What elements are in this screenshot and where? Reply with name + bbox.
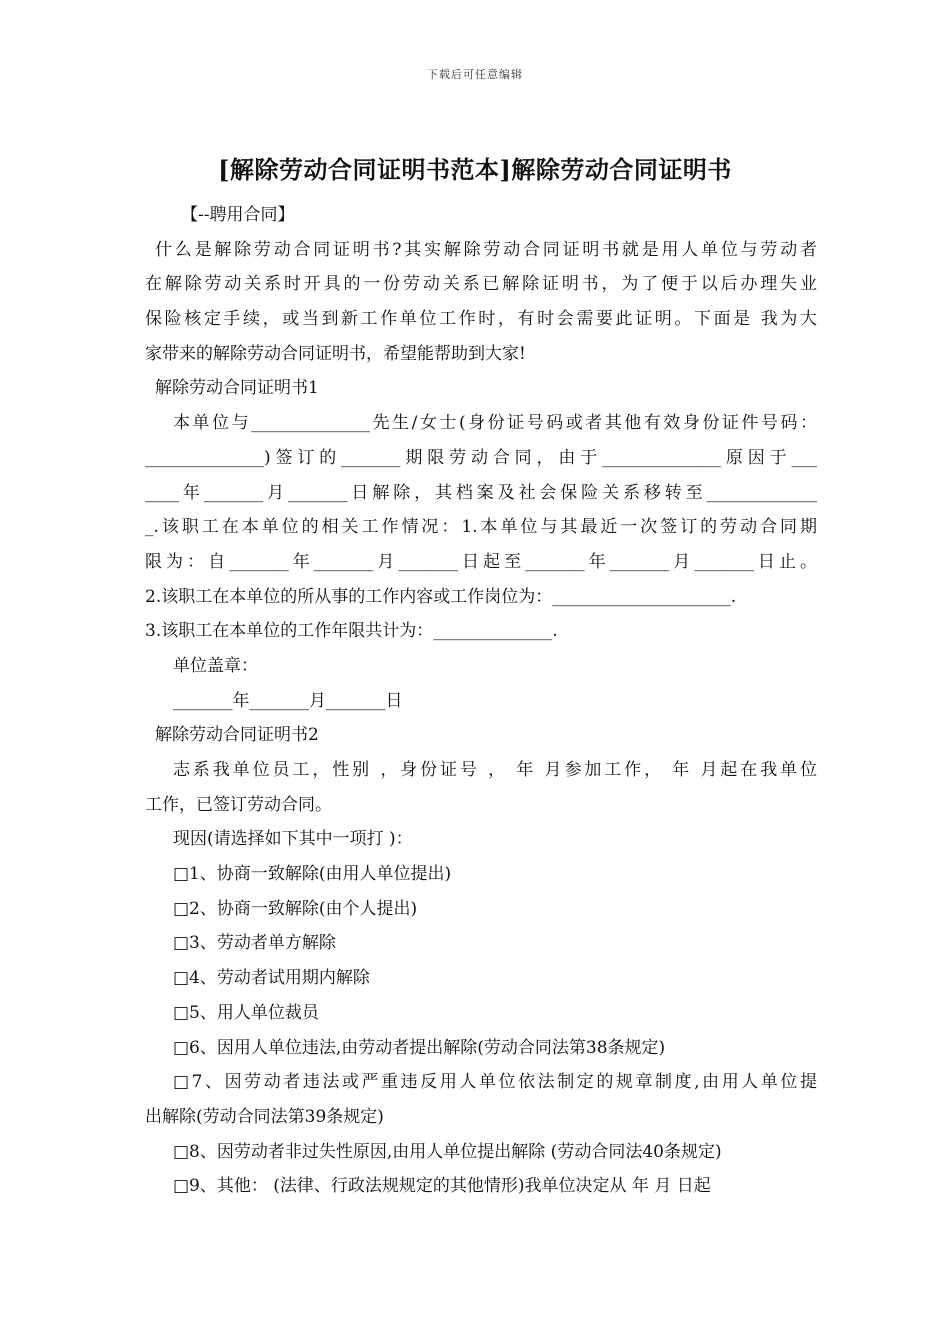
checkbox-option: □7、因劳动者违法或严重违反用人单位依法制定的规章制度,由用人单位提	[173, 1072, 817, 1093]
checkbox-option: □1、协商一致解除(由用人单位提出)	[173, 864, 452, 885]
checkbox-option: □4、劳动者试用期内解除	[173, 968, 370, 989]
certificate-line: _.该职工在本单位的相关工作情况：1.本单位与其最近一次签订的劳动合同期	[145, 517, 817, 538]
certificate-line: 2.该职工在本单位的所从事的工作内容或工作岗位为：_____________________.	[145, 586, 737, 607]
reason-prompt: 现因(请选择如下其中一项打 )：	[173, 829, 413, 850]
certificate-line: 本单位与______________先生/女士(身份证号码或者其他有效身份证件号码：	[173, 413, 817, 434]
certificate-line: ______________)签订的_______期限劳动合同，由于______________原因于___	[145, 447, 817, 468]
document-body	[145, 198, 817, 1204]
intro-line: 在解除劳动关系时开具的一份劳动关系已解除证明书，为了便于以后办理失业	[145, 274, 817, 295]
date-line: _______年_______月_______日	[173, 690, 403, 711]
intro-line: 保险核定手续，或当到新工作单位工作时，有时会需要此证明。下面是 我为大	[145, 309, 817, 330]
intro-line: 家带来的解除劳动合同证明书，希望能帮助到大家!	[145, 343, 526, 364]
checkbox-option-continued: 出解除(劳动合同法第39条规定)	[145, 1106, 384, 1127]
section-heading: 解除劳动合同证明书1	[155, 378, 319, 399]
certificate-line: 志系我单位员工，性别 ，身份证号 ， 年 月参加工作， 年 月起在我单位	[173, 760, 817, 780]
certificate-line: 工作，已签订劳动合同。	[145, 794, 332, 815]
intro-line: 什么是解除劳动合同证明书?其实解除劳动合同证明书就是用人单位与劳动者	[155, 239, 817, 260]
checkbox-option: □6、因用人单位违法,由劳动者提出解除(劳动合同法第38条规定)	[173, 1037, 666, 1058]
document-title: [解除劳动合同证明书范本]解除劳动合同证明书	[218, 155, 732, 184]
certificate-line: ____年_______月_______日解除，其档案及社会保险关系移转至_____________	[145, 482, 817, 503]
checkbox-option: □3、劳动者单方解除	[173, 933, 336, 954]
checkbox-option: □2、协商一致解除(由个人提出)	[173, 898, 418, 919]
page-header: 下载后可任意编辑	[427, 68, 523, 81]
certificate-line: 限为：自_______年_______月_______日起至_______年_______月_______日止。	[145, 551, 817, 572]
checkbox-option: □5、用人单位裁员	[173, 1002, 319, 1023]
section-heading: 解除劳动合同证明书2	[155, 725, 319, 746]
seal-label: 单位盖章：	[173, 655, 258, 676]
category-tag: 【--聘用合同】	[181, 205, 295, 225]
checkbox-option: □9、其他： (法律、行政法规规定的其他情形)我单位决定从 年 月 日起	[173, 1176, 711, 1197]
certificate-line: 3.该职工在本单位的工作年限共计为：______________.	[145, 621, 558, 642]
checkbox-option: □8、因劳动者非过失性原因,由用人单位提出解除 (劳动合同法40条规定)	[173, 1141, 722, 1162]
